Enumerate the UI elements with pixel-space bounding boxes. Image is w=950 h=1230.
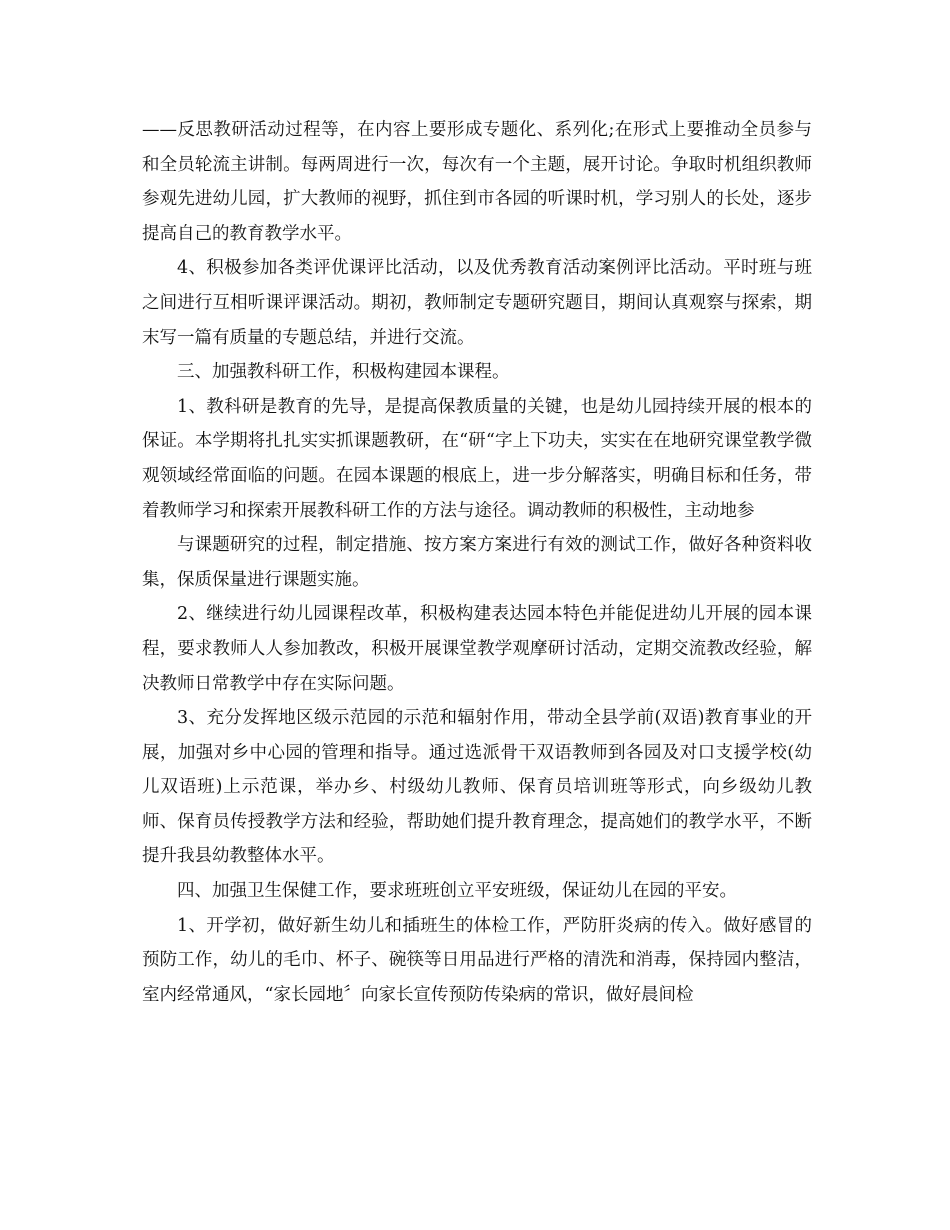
paragraph-item-1-health: 1、开学初，做好新生幼儿和插班生的体检工作，严防肝炎病的传入。做好感冒的预防工作，幼儿的毛巾、杯子、碗筷等日用品进行严格的清洗和消毒，保持园内整洁，室内经常通风，“家长园地〞向家长宣传预防传染病的常识，做好晨间检 [142, 915, 812, 1005]
paragraph-item-4: 4、积极参加各类评优课评比活动，以及优秀教育活动案例评比活动。平时班与班之间进行互相听课评课活动。期初，教师制定专题研究题目，期间认真观察与探索，期末写一篇有质量的专题总结，并进行交流。 [142, 258, 812, 348]
paragraph-item-2-curriculum: 2、继续进行幼儿园课程改革，积极构建表达园本特色并能促进幼儿开展的园本课程，要求教师人人参加教改，积极开展课堂教学观摩研讨活动，定期交流教改经验，解决教师日常教学中存在实际问题。 [142, 604, 812, 694]
paragraph-research-continuation: 与课题研究的过程，制定措施、按方案方案进行有效的测试工作，做好各种资料收集，保质保量进行课题实施。 [142, 535, 812, 590]
paragraph-item-1-research: 1、教科研是教育的先导，是提高保教质量的关键，也是幼儿园持续开展的根本的保证。本学期将扎扎实实抓课题教研，在“研“字上下功夫，实实在在地研究课堂教学微观领域经常面临的问题。在园本课题的根底上，进一步分解落实，明确目标和任务，带着教师学习和探索开展教科研工作的方法与途径。调动教师的积极性，主动地参 [142, 396, 812, 521]
paragraph-item-3-demonstration: 3、充分发挥地区级示范园的示范和辐射作用，带动全县学前(双语)教育事业的开展，加强对乡中心园的管理和指导。通过选派骨干双语教师到各园及对口支援学校(幼儿双语班)上示范课，举办乡、村级幼儿教师、保育员培训班等形式，向乡级幼儿教师、保育员传授教学方法和经验，帮助她们提升教育理念，提高她们的教学水平，不断提升我县幼教整体水平。 [142, 708, 812, 867]
document-body [142, 113, 812, 1012]
paragraph-continued-text: ——反思教研活动过程等，在内容上要形成专题化、系列化;在形式上要推动全员参与和全员轮流主讲制。每两周进行一次，每次有一个主题，展开讨论。争取时机组织教师参观先进幼儿园，扩大教师的视野，抓住到市各园的听课时机，学习别人的长处，逐步提高自己的教育教学水平。 [142, 120, 812, 244]
section-heading-3: 三、加强教科研工作，积极构建园本课程。 [177, 362, 510, 383]
section-heading-4: 四、加强卫生保健工作，要求班班创立平安班级，保证幼儿在园的平安。 [177, 881, 737, 902]
